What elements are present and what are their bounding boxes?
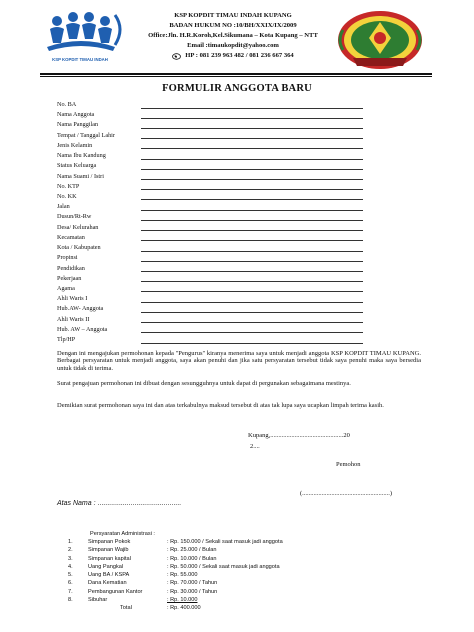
requirement-row: [60, 588, 390, 596]
requirement-value: : Rp. 10.000: [167, 597, 198, 604]
form-field-row: [57, 151, 317, 161]
phone-line: [128, 51, 338, 61]
requirement-number: 6.: [68, 580, 73, 587]
org-name: KSP KOPDIT TIMAU INDAH KUPANG: [174, 12, 292, 19]
form-fields: [57, 100, 317, 345]
cooperative-people-logo-icon: [43, 9, 129, 71]
requirement-name: Uang Pangkal: [88, 563, 124, 570]
total-value: : Rp. 400.000: [167, 605, 201, 612]
field-input-line[interactable]: [141, 332, 363, 333]
form-field-row: [57, 274, 317, 284]
on-behalf-of: [57, 500, 181, 507]
requirement-row: [60, 563, 390, 571]
field-label: Ahli Waris I: [57, 295, 88, 303]
form-field-row: [57, 335, 317, 345]
form-field-row: [57, 304, 317, 314]
requirements-total: [60, 604, 390, 612]
field-label: Tlp/HP: [57, 336, 76, 344]
total-label: Total: [120, 605, 132, 612]
form-field-row: [57, 182, 317, 192]
field-label: Ahli Waris II: [57, 315, 90, 323]
field-input-line[interactable]: [141, 118, 363, 119]
form-field-row: [57, 192, 317, 202]
field-label: Kota / Kabupaten: [57, 244, 101, 252]
field-label: Tempat / Tanggal Lahir: [57, 131, 115, 139]
field-input-line[interactable]: [141, 148, 363, 149]
phone-number: HP : 081 239 963 482 / 081 236 667 364: [185, 52, 294, 59]
logo-left-text: KSP KOPDIT TIMAU INDAH: [52, 57, 108, 62]
field-label: Propinsi: [57, 254, 78, 262]
requirement-number: 4.: [68, 563, 73, 570]
form-field-row: [57, 212, 317, 222]
requirement-value: : Rp. 50.000 / Sekali saat masuk jadi anggota: [167, 563, 280, 570]
requirement-name: Pembangunan Kantor: [88, 588, 143, 595]
field-input-line[interactable]: [141, 159, 363, 160]
requirement-number: 5.: [68, 572, 73, 579]
requirement-row: [60, 571, 390, 579]
field-input-line[interactable]: [141, 179, 363, 180]
paragraph-closing: Demikian surat permohonan saya ini dan atas terkabulnya maksud tersebut di atas tak lupa saya ucapkan limpah terima kasih.: [57, 402, 384, 409]
form-field-row: [57, 141, 317, 151]
requirement-row: [60, 596, 390, 604]
field-label: Desa/ Kelurahan: [57, 223, 99, 231]
place-date: Kupang,.............................................20: [248, 432, 350, 439]
field-input-line[interactable]: [141, 210, 363, 211]
signature-line: (......................................................): [300, 490, 393, 497]
field-input-line[interactable]: [141, 230, 363, 231]
field-label: No. BA: [57, 101, 77, 108]
requirement-name: Simpanan Wajib: [88, 547, 129, 554]
form-field-row: [57, 120, 317, 130]
field-label: Status Keluarga: [57, 162, 97, 170]
form-field-row: [57, 243, 317, 253]
field-label: Hub.AW- Anggota: [57, 305, 104, 313]
field-label: No. KTP: [57, 182, 80, 190]
field-label: Nama Panggilan: [57, 121, 99, 129]
regional-emblem-icon: [333, 8, 428, 72]
field-input-line[interactable]: [141, 271, 363, 272]
field-input-line[interactable]: [141, 138, 363, 139]
requirement-name: Simpanan kapital: [88, 555, 131, 562]
form-field-row: [57, 284, 317, 294]
form-field-row: [57, 100, 317, 110]
requirement-value: : Rp. 10.000 / Bulan: [167, 555, 217, 562]
field-input-line[interactable]: [141, 189, 363, 190]
requirement-row: [60, 538, 390, 546]
field-input-line[interactable]: [141, 169, 363, 170]
requirement-name: Uang BA / KSPA: [88, 572, 130, 579]
requirement-number: 2.: [68, 547, 73, 554]
field-label: Dusun/Rt-Rw: [57, 213, 92, 221]
form-field-row: [57, 131, 317, 141]
requirement-row: [60, 546, 390, 554]
field-input-line[interactable]: [141, 240, 363, 241]
requirement-value: : Rp. 55.000: [167, 572, 198, 579]
requirement-row: [60, 555, 390, 563]
field-label: Pendidikan: [57, 264, 85, 272]
form-title: FORMULIR ANGGOTA BARU: [162, 83, 312, 94]
field-label: Nama Anggota: [57, 111, 95, 119]
requirement-value: : Rp. 70.000 / Tahun: [167, 580, 218, 587]
field-label: Agama: [57, 284, 75, 292]
field-label: Hub. AW – Anggota: [57, 325, 108, 333]
on-behalf-label: Atas Nama :: [57, 500, 96, 507]
field-label: Kecamatan: [57, 233, 85, 241]
field-input-line[interactable]: [141, 128, 363, 129]
field-label: Jenis Kelamin: [57, 141, 93, 149]
requirement-row: [60, 579, 390, 587]
requirement-value: : Rp. 25.000 / Bulan: [167, 547, 217, 554]
form-field-row: [57, 264, 317, 274]
form-field-row: [57, 294, 317, 304]
requirements-title: Persyaratan Administrasi :: [90, 531, 155, 537]
applicant-label: Pemohon: [336, 461, 361, 468]
field-input-line[interactable]: [141, 302, 363, 303]
requirement-value: : Rp. 30.000 / Tahun: [167, 588, 218, 595]
field-input-line[interactable]: [141, 322, 363, 323]
cooperative-logo: [43, 9, 129, 71]
field-input-line[interactable]: [141, 291, 363, 292]
form-field-row: [57, 161, 317, 171]
admin-requirements: [60, 530, 390, 613]
on-behalf-dots: ...........................................: [97, 500, 182, 507]
phone-icon: [172, 53, 181, 60]
email-line: Email :timaukopdit@yahoo.com: [187, 42, 279, 49]
field-input-line[interactable]: [141, 199, 363, 200]
field-input-line[interactable]: [141, 261, 363, 262]
requirement-name: Sibuhar: [88, 597, 108, 604]
field-input-line[interactable]: [141, 108, 363, 109]
form-field-row: [57, 223, 317, 233]
header-rule: [40, 73, 432, 75]
header-rule-thin: [40, 76, 432, 77]
requirement-value: : Rp. 150.000 / Sekali saat masuk jadi anggota: [167, 539, 283, 545]
paragraph-request: Dengan ini mengajukan permohonan kepada "Pengurus" kiranya menerima saya untuk menjadi anggota KSP KOPDIT TIMAU KUPANG. Berbagai persyaratan untuk menjadi anggota, saya akan penuhi dan jika satu persyaratan tersebut tidak saya penuhi maka saya bersedia untuk tidak di terima.: [57, 350, 421, 372]
office-address: Office:Jln. H.R.Koroh,Kel.Sikumana – Kota Kupang – NTT: [148, 32, 318, 39]
form-field-row: [57, 110, 317, 120]
legal-number: BADAN HUKUM NO :10/BH/XXIX/IX/2009: [169, 22, 297, 29]
field-input-line[interactable]: [141, 251, 363, 252]
regional-emblem: [333, 8, 428, 72]
field-label: Nama Ibu Kandung: [57, 152, 106, 160]
requirement-number: 8.: [68, 597, 73, 604]
requirement-name: Simpanan Pokok: [88, 539, 131, 545]
field-label: Jalan: [57, 203, 70, 211]
form-field-row: [57, 172, 317, 182]
form-field-row: [57, 202, 317, 212]
form-field-row: [57, 253, 317, 263]
field-input-line[interactable]: [141, 281, 363, 282]
form-field-row: [57, 315, 317, 325]
field-label: Pekerjaan: [57, 274, 82, 282]
requirement-number: 1.: [68, 539, 73, 545]
requirement-number: 7.: [68, 588, 73, 595]
paragraph-statement: Surat pengajuan permohonan ini dibuat dengan sesungguhnya untuk dapat di pergunakan sebagaimana mestinya.: [57, 380, 351, 387]
form-field-row: [57, 233, 317, 243]
field-label: No. KK: [57, 192, 77, 200]
field-input-line[interactable]: [141, 220, 363, 221]
requirement-name: Dana Kematian: [88, 580, 127, 587]
field-input-line[interactable]: [141, 312, 363, 313]
requirements-list: [60, 538, 390, 604]
form-field-row: [57, 325, 317, 335]
place-date-year: 2....: [250, 443, 260, 450]
field-input-line[interactable]: [141, 343, 363, 344]
letterhead: [128, 11, 338, 61]
field-label: Nama Suami / Istri: [57, 172, 104, 180]
requirement-number: 3.: [68, 555, 73, 562]
